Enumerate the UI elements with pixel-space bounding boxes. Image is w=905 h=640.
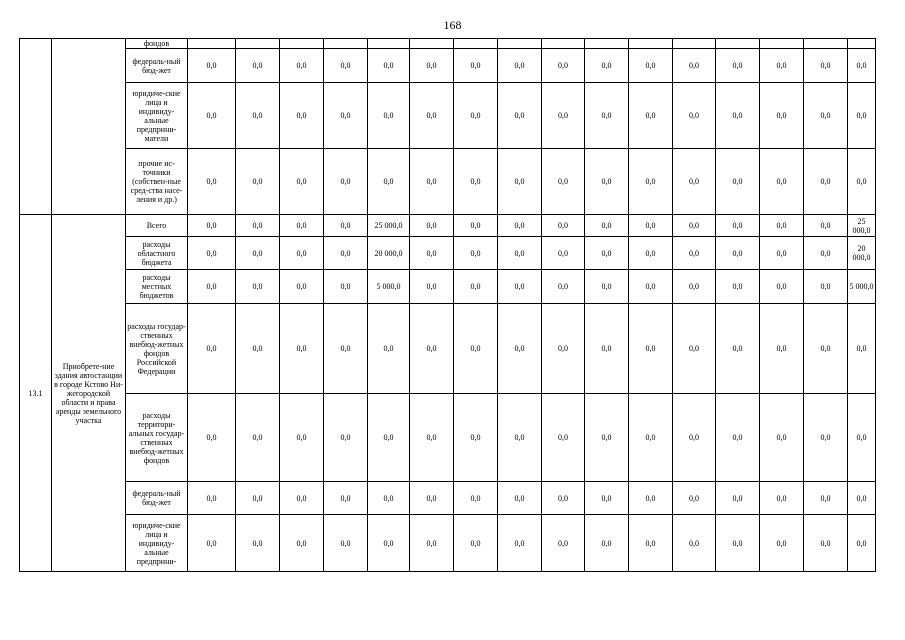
funding-source-cell: фондов (126, 39, 188, 49)
value-cell: 0,0 (188, 237, 236, 270)
value-cell: 0,0 (498, 515, 542, 572)
value-cell (236, 39, 280, 49)
value-cell: 5 000,0 (848, 270, 876, 304)
value-cell: 0,0 (760, 49, 804, 83)
value-cell (848, 39, 876, 49)
value-cell: 0,0 (368, 83, 410, 149)
value-cell: 0,0 (498, 49, 542, 83)
value-cell: 0,0 (629, 304, 673, 394)
value-cell: 0,0 (542, 515, 585, 572)
value-cell: 0,0 (410, 237, 454, 270)
value-cell: 0,0 (585, 270, 629, 304)
value-cell: 0,0 (673, 149, 716, 215)
value-cell (188, 39, 236, 49)
value-cell: 20 000,0 (368, 237, 410, 270)
value-cell: 0,0 (280, 149, 324, 215)
value-cell: 0,0 (188, 304, 236, 394)
value-cell (454, 39, 498, 49)
value-cell: 0,0 (673, 270, 716, 304)
value-cell: 0,0 (280, 83, 324, 149)
value-cell: 0,0 (542, 304, 585, 394)
value-cell: 0,0 (804, 515, 848, 572)
value-cell: 0,0 (324, 304, 368, 394)
value-cell: 0,0 (324, 270, 368, 304)
value-cell (410, 39, 454, 49)
value-cell: 0,0 (368, 515, 410, 572)
value-cell: 0,0 (498, 304, 542, 394)
value-cell: 0,0 (324, 49, 368, 83)
value-cell: 0,0 (280, 215, 324, 237)
table-row (20, 237, 876, 270)
value-cell: 0,0 (716, 304, 760, 394)
value-cell: 0,0 (585, 482, 629, 515)
value-cell: 0,0 (368, 304, 410, 394)
value-cell (760, 39, 804, 49)
value-cell: 0,0 (848, 149, 876, 215)
value-cell: 0,0 (716, 515, 760, 572)
value-cell: 0,0 (280, 394, 324, 482)
value-cell: 0,0 (542, 394, 585, 482)
value-cell: 0,0 (188, 49, 236, 83)
value-cell (542, 39, 585, 49)
value-cell: 0,0 (804, 49, 848, 83)
value-cell: 0,0 (804, 482, 848, 515)
value-cell: 0,0 (585, 304, 629, 394)
value-cell: 25 000,0 (848, 215, 876, 237)
value-cell: 0,0 (236, 270, 280, 304)
value-cell (280, 39, 324, 49)
value-cell: 0,0 (716, 83, 760, 149)
value-cell: 0,0 (324, 515, 368, 572)
value-cell (498, 39, 542, 49)
value-cell: 0,0 (324, 215, 368, 237)
value-cell: 0,0 (542, 149, 585, 215)
value-cell: 0,0 (848, 394, 876, 482)
funding-source-cell: расходы областного бюджета (126, 237, 188, 270)
value-cell: 0,0 (585, 237, 629, 270)
value-cell: 0,0 (542, 482, 585, 515)
value-cell: 0,0 (585, 394, 629, 482)
value-cell: 0,0 (410, 149, 454, 215)
value-cell: 0,0 (629, 270, 673, 304)
value-cell: 0,0 (454, 83, 498, 149)
table-row (20, 304, 876, 394)
value-cell: 0,0 (280, 515, 324, 572)
value-cell: 0,0 (188, 149, 236, 215)
item-name-cell (52, 39, 126, 215)
value-cell: 0,0 (454, 515, 498, 572)
funding-source-cell: прочие ис-точники (собствен-ные сред-ства насе-ления и др.) (126, 149, 188, 215)
value-cell: 0,0 (848, 304, 876, 394)
table-row (20, 215, 876, 237)
value-cell: 0,0 (629, 49, 673, 83)
value-cell: 0,0 (368, 394, 410, 482)
table-row (20, 270, 876, 304)
value-cell: 5 000,0 (368, 270, 410, 304)
value-cell: 0,0 (454, 49, 498, 83)
value-cell: 0,0 (804, 215, 848, 237)
value-cell: 0,0 (716, 215, 760, 237)
value-cell: 0,0 (368, 49, 410, 83)
value-cell: 0,0 (629, 394, 673, 482)
value-cell: 0,0 (236, 515, 280, 572)
funding-source-cell: юридиче-ские лица и индивиду-альные предприни- (126, 515, 188, 572)
value-cell: 0,0 (760, 149, 804, 215)
value-cell: 0,0 (188, 215, 236, 237)
funding-source-cell: расходы территори-альных государ-ственных внебюд-жетных фондов (126, 394, 188, 482)
value-cell (629, 39, 673, 49)
value-cell: 0,0 (280, 237, 324, 270)
value-cell: 0,0 (673, 394, 716, 482)
value-cell: 0,0 (236, 394, 280, 482)
value-cell: 0,0 (585, 515, 629, 572)
value-cell: 0,0 (585, 149, 629, 215)
value-cell: 0,0 (324, 149, 368, 215)
value-cell (368, 39, 410, 49)
value-cell: 0,0 (324, 394, 368, 482)
value-cell: 0,0 (673, 215, 716, 237)
value-cell: 0,0 (410, 270, 454, 304)
value-cell: 0,0 (410, 49, 454, 83)
funding-source-cell: юридиче-ские лица и индивиду-альные предприни-матели (126, 83, 188, 149)
value-cell: 0,0 (410, 304, 454, 394)
table-row (20, 49, 876, 83)
value-cell: 0,0 (804, 304, 848, 394)
value-cell: 0,0 (716, 149, 760, 215)
value-cell: 0,0 (188, 83, 236, 149)
value-cell: 0,0 (410, 215, 454, 237)
value-cell: 0,0 (804, 394, 848, 482)
table-row (20, 39, 876, 49)
funding-source-cell: федераль-ный бюд-жет (126, 49, 188, 83)
item-name-cell: Приобрете-ние здания автостанции в городе Кстово Ни-жегородской области и права аренды земельного участка (52, 215, 126, 572)
value-cell: 0,0 (542, 49, 585, 83)
value-cell: 0,0 (324, 237, 368, 270)
value-cell: 0,0 (324, 482, 368, 515)
value-cell: 0,0 (585, 49, 629, 83)
value-cell: 0,0 (716, 270, 760, 304)
value-cell (673, 39, 716, 49)
value-cell: 0,0 (760, 215, 804, 237)
value-cell: 0,0 (188, 482, 236, 515)
value-cell: 0,0 (410, 394, 454, 482)
item-code-cell (20, 39, 52, 215)
value-cell (804, 39, 848, 49)
value-cell: 0,0 (760, 482, 804, 515)
funding-source-cell: расходы местных бюджетов (126, 270, 188, 304)
funding-source-cell: Всего (126, 215, 188, 237)
value-cell: 0,0 (673, 83, 716, 149)
value-cell: 0,0 (716, 394, 760, 482)
table-row (20, 515, 876, 572)
page-number: 168 (443, 18, 462, 32)
value-cell: 0,0 (629, 515, 673, 572)
value-cell: 0,0 (673, 515, 716, 572)
value-cell: 0,0 (716, 482, 760, 515)
value-cell: 0,0 (542, 270, 585, 304)
value-cell: 0,0 (760, 394, 804, 482)
value-cell: 0,0 (585, 83, 629, 149)
value-cell: 0,0 (188, 394, 236, 482)
value-cell: 0,0 (498, 149, 542, 215)
item-code-cell: 13.1 (20, 215, 52, 572)
value-cell: 0,0 (716, 237, 760, 270)
value-cell: 0,0 (454, 304, 498, 394)
value-cell: 0,0 (629, 482, 673, 515)
value-cell: 0,0 (673, 49, 716, 83)
value-cell: 0,0 (236, 149, 280, 215)
value-cell: 0,0 (236, 482, 280, 515)
value-cell: 0,0 (716, 49, 760, 83)
value-cell: 0,0 (410, 482, 454, 515)
value-cell: 0,0 (280, 482, 324, 515)
funding-source-cell: федераль-ный бюд-жет (126, 482, 188, 515)
value-cell: 0,0 (368, 482, 410, 515)
value-cell: 20 000,0 (848, 237, 876, 270)
value-cell: 0,0 (760, 515, 804, 572)
value-cell: 0,0 (454, 394, 498, 482)
funding-source-cell: расходы государ-ственных внебюд-жетных фондов Российской Федерации (126, 304, 188, 394)
value-cell: 0,0 (498, 394, 542, 482)
value-cell: 0,0 (236, 83, 280, 149)
value-cell: 0,0 (629, 83, 673, 149)
value-cell: 0,0 (498, 237, 542, 270)
value-cell: 0,0 (542, 83, 585, 149)
value-cell: 0,0 (760, 237, 804, 270)
value-cell: 0,0 (804, 270, 848, 304)
value-cell: 0,0 (454, 482, 498, 515)
value-cell: 0,0 (188, 515, 236, 572)
value-cell: 0,0 (673, 304, 716, 394)
value-cell: 0,0 (848, 515, 876, 572)
value-cell: 0,0 (498, 482, 542, 515)
value-cell: 25 000,0 (368, 215, 410, 237)
value-cell: 0,0 (629, 149, 673, 215)
value-cell: 0,0 (673, 482, 716, 515)
value-cell: 0,0 (368, 149, 410, 215)
value-cell: 0,0 (454, 215, 498, 237)
value-cell: 0,0 (848, 83, 876, 149)
value-cell: 0,0 (236, 237, 280, 270)
budget-table (19, 38, 876, 572)
value-cell: 0,0 (280, 304, 324, 394)
table-row (20, 83, 876, 149)
value-cell: 0,0 (280, 270, 324, 304)
value-cell: 0,0 (410, 515, 454, 572)
value-cell: 0,0 (324, 83, 368, 149)
value-cell (324, 39, 368, 49)
value-cell: 0,0 (236, 49, 280, 83)
value-cell: 0,0 (542, 237, 585, 270)
value-cell: 0,0 (236, 304, 280, 394)
value-cell: 0,0 (542, 215, 585, 237)
value-cell: 0,0 (848, 49, 876, 83)
table-row (20, 482, 876, 515)
value-cell: 0,0 (629, 237, 673, 270)
value-cell: 0,0 (280, 49, 324, 83)
value-cell: 0,0 (848, 482, 876, 515)
value-cell: 0,0 (498, 270, 542, 304)
value-cell: 0,0 (454, 270, 498, 304)
value-cell: 0,0 (236, 215, 280, 237)
value-cell: 0,0 (410, 83, 454, 149)
value-cell: 0,0 (760, 304, 804, 394)
value-cell: 0,0 (673, 237, 716, 270)
value-cell: 0,0 (760, 270, 804, 304)
value-cell: 0,0 (804, 237, 848, 270)
value-cell: 0,0 (454, 237, 498, 270)
value-cell: 0,0 (585, 215, 629, 237)
value-cell: 0,0 (760, 83, 804, 149)
value-cell: 0,0 (804, 83, 848, 149)
value-cell: 0,0 (804, 149, 848, 215)
value-cell: 0,0 (498, 83, 542, 149)
value-cell (716, 39, 760, 49)
value-cell: 0,0 (454, 149, 498, 215)
value-cell: 0,0 (629, 215, 673, 237)
value-cell: 0,0 (188, 270, 236, 304)
value-cell (585, 39, 629, 49)
table-row (20, 394, 876, 482)
value-cell: 0,0 (498, 215, 542, 237)
table-row (20, 149, 876, 215)
